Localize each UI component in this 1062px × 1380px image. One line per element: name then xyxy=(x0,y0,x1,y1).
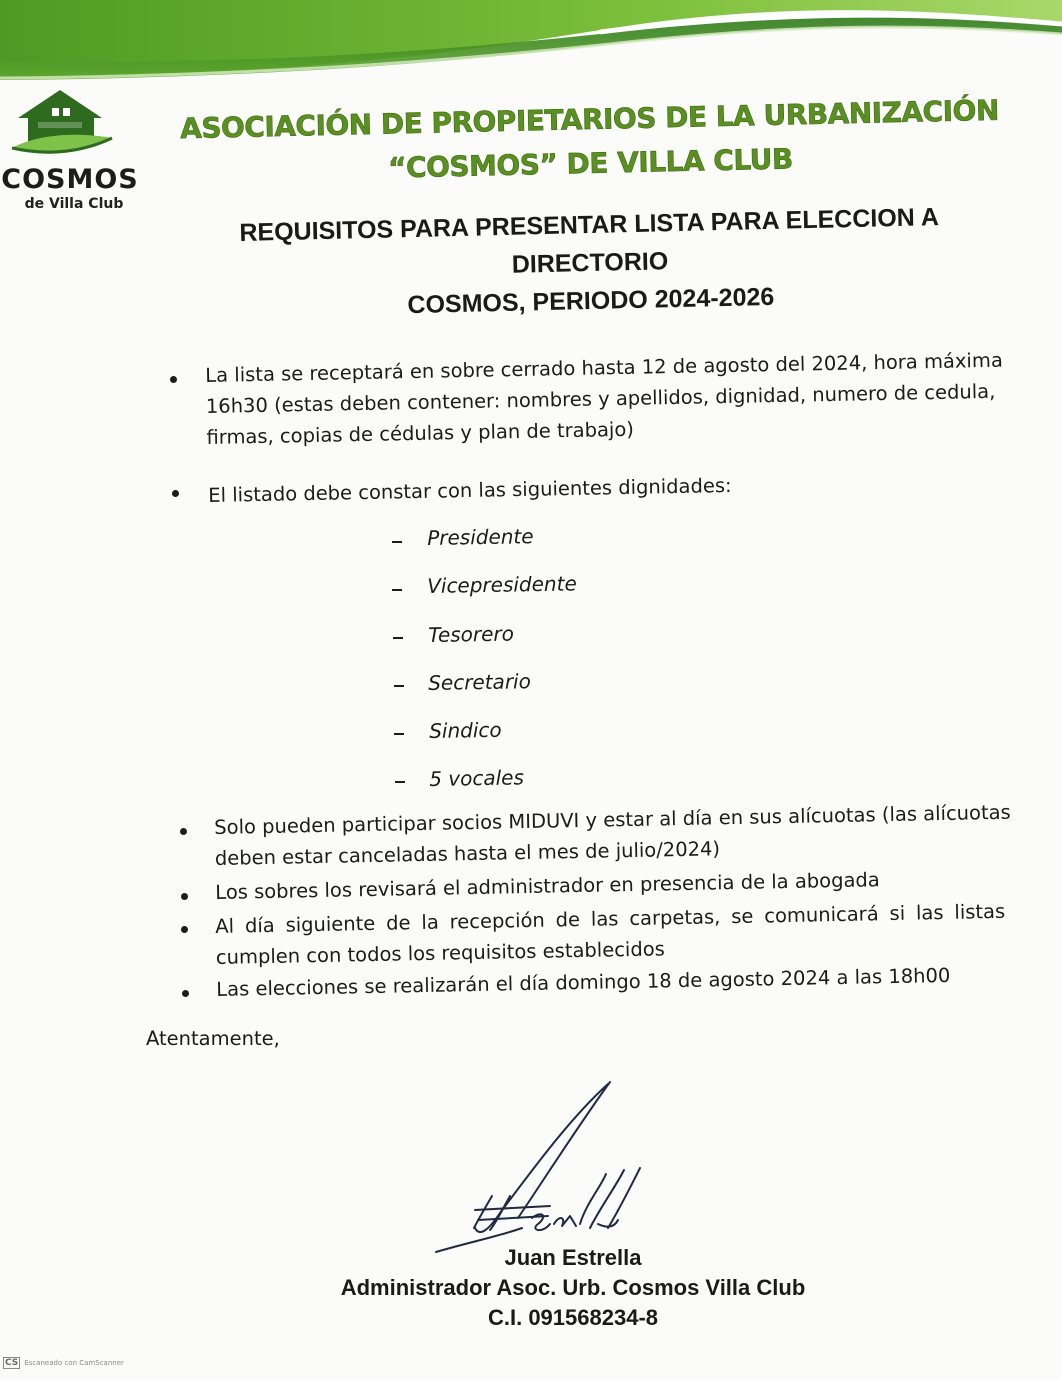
requirement-item xyxy=(208,469,768,511)
dignidad-item: Presidente xyxy=(427,524,534,550)
bullet xyxy=(181,926,188,933)
dignidad-item: Secretario xyxy=(428,669,532,695)
requirement-line: deben estar canceladas hasta el mes de julio/2024) xyxy=(214,837,721,870)
dash-marker xyxy=(395,781,405,783)
bullet xyxy=(181,893,188,900)
bullet xyxy=(182,990,189,997)
document-title-line-2: COSMOS, PERIODO 2024-2026 xyxy=(407,282,775,320)
dignidad-item: Tesorero xyxy=(428,621,515,647)
dignidad-item: 5 vocales xyxy=(429,765,525,791)
signer-id: C.I. 091568234-8 xyxy=(487,1305,659,1330)
bullet xyxy=(170,376,177,383)
requirement-line: Los sobres los revisará el administrador en presencia de la abogada xyxy=(215,868,880,904)
bullet xyxy=(180,828,187,835)
requirement-line: Las elecciones se realizarán el día domingo 18 de agosto 2024 a las 18h00 xyxy=(216,963,951,1001)
scanner-watermark xyxy=(3,1357,124,1369)
bullet xyxy=(172,490,179,497)
requirement-line: El listado debe constar con las siguientes dignidades: xyxy=(208,473,732,507)
signer-name: Juan Estrella xyxy=(504,1245,642,1270)
dash-marker xyxy=(392,541,402,543)
requirement-line: cumplen con todos los requisitos establecidos xyxy=(215,937,666,969)
dash-marker xyxy=(392,589,402,591)
logo-subtitle: de Villa Club xyxy=(24,196,124,212)
signature-block xyxy=(300,1243,846,1333)
requirement-line: Al día siguiente de la recepción de las carpetas, se comunicará si las listas xyxy=(215,899,1006,938)
document-title-line-1: REQUISITOS PARA PRESENTAR LISTA PARA ELECCION A DIRECTORIO xyxy=(239,203,940,279)
dash-marker xyxy=(394,733,404,735)
organization-title-line-1: ASOCIACIÓN DE PROPIETARIOS DE LA URBANIZACIÓN xyxy=(179,93,1000,146)
dash-marker xyxy=(394,685,404,687)
scanner-text: Escaneado con CamScanner xyxy=(24,1359,124,1367)
organization-title-line-2: “COSMOS” DE VILLA CLUB xyxy=(387,142,794,185)
requirement-item xyxy=(214,797,1015,874)
requirement-line: firmas, copias de cédulas y plan de trabajo) xyxy=(206,417,635,449)
requirement-line: 16h30 (estas deben contener: nombres y apellidos, dignidad, numero de cedula, xyxy=(205,379,996,418)
requirement-line: La lista se receptará en sobre cerrado hasta 12 de agosto del 2024, hora máxima xyxy=(205,348,1003,387)
requirement-line: Solo pueden participar socios MIDUVI y estar al día en sus alícuotas (las alícuotas xyxy=(214,800,1011,839)
handwritten-signature xyxy=(430,1078,670,1258)
dignidad-item: Sindico xyxy=(429,717,502,743)
camscanner-icon: CS xyxy=(5,1358,19,1368)
dash-marker xyxy=(393,637,403,639)
signer-position: Administrador Asoc. Urb. Cosmos Villa Club xyxy=(340,1275,806,1300)
closing-salutation: Atentamente, xyxy=(146,1027,280,1050)
dignidad-item: Vicepresidente xyxy=(427,571,577,598)
logo-wordmark: COSMOS xyxy=(1,164,139,195)
requirement-item xyxy=(205,344,1017,453)
